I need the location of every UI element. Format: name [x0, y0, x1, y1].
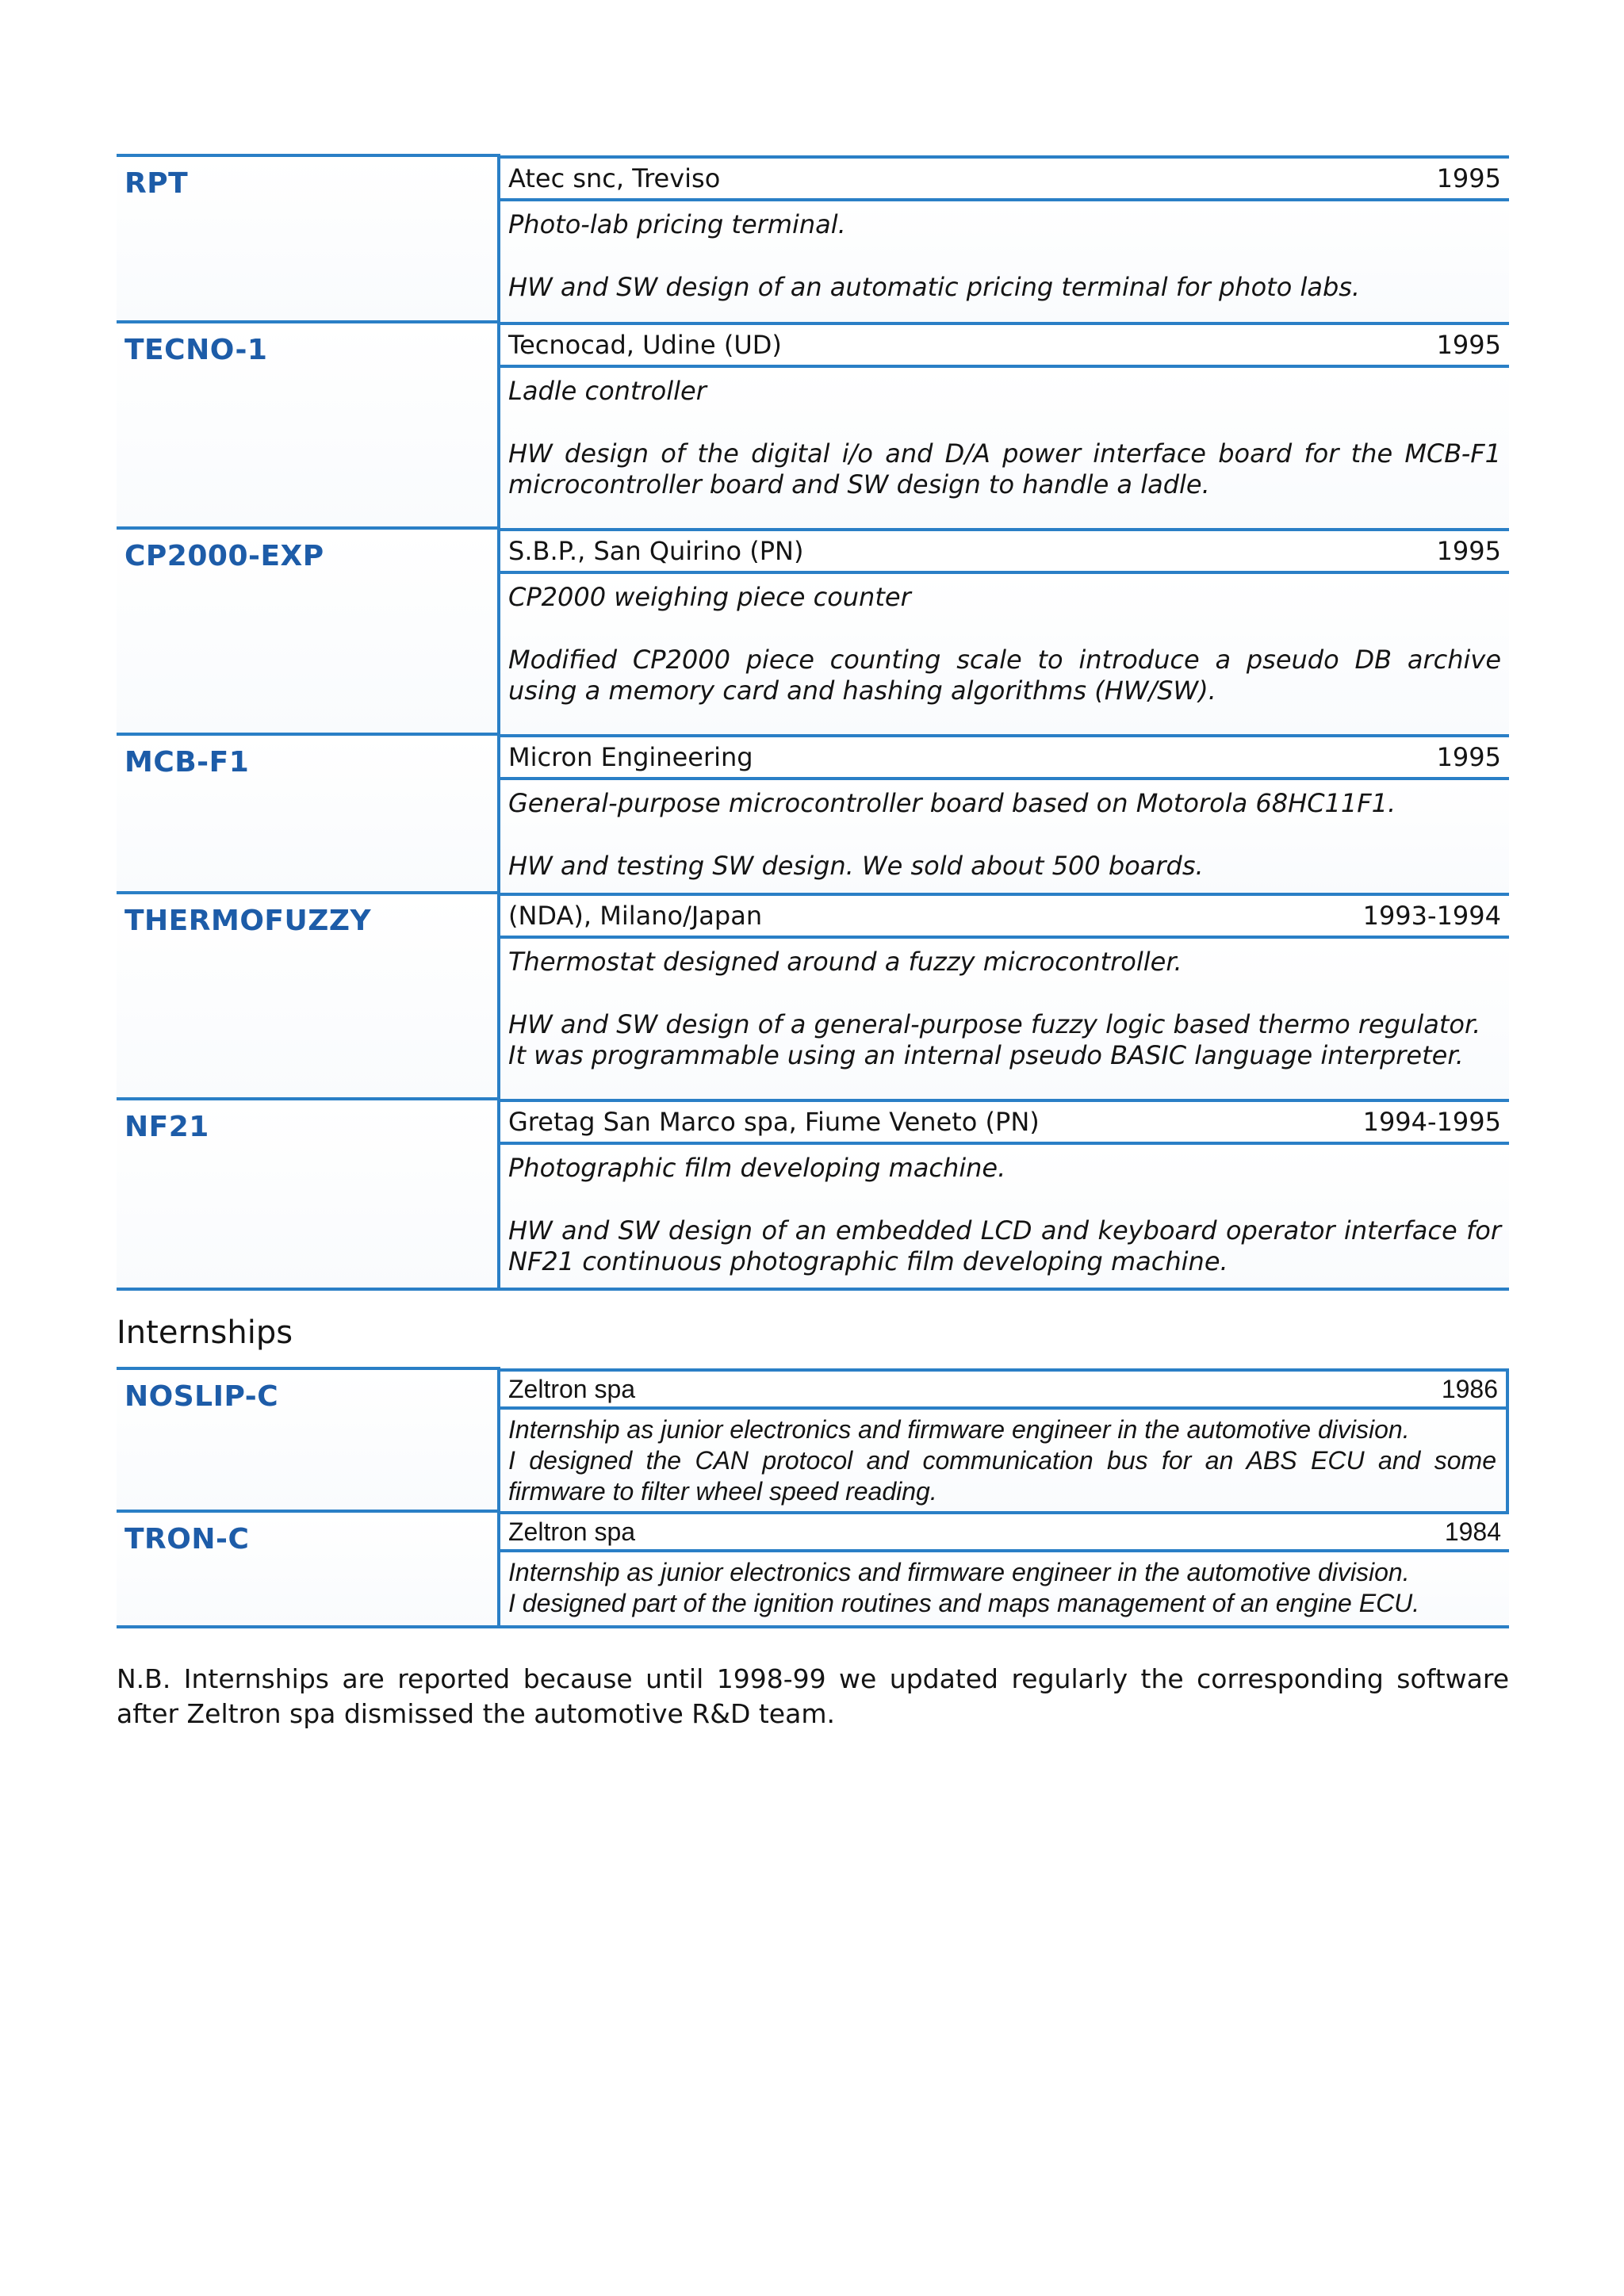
- project-name: NF21: [124, 1111, 209, 1143]
- project-row: [117, 893, 1509, 1099]
- internship-row: [117, 1368, 1509, 1511]
- project-name-cell: [117, 322, 499, 528]
- internship-desc-line: I designed the CAN protocol and communication bus for an ABS ECU and some firmware to filter wheel speed reading.: [508, 1446, 1496, 1506]
- client-name: S.B.P., San Quirino (PN): [508, 536, 804, 566]
- client-name: Zeltron spa: [508, 1517, 636, 1546]
- project-description: [500, 939, 1509, 1099]
- client-row: [500, 155, 1509, 201]
- client-row: [500, 1099, 1509, 1145]
- internship-description: [500, 1410, 1509, 1511]
- internship-name: NOSLIP-C: [124, 1380, 279, 1413]
- cv-page: [117, 154, 1509, 1732]
- project-desc-line: HW design of the digital i/o and D/A power interface board for the MCB-F1 microcontroller board and SW design to handle a ladle.: [508, 438, 1501, 499]
- project-year: 1993-1994: [1362, 901, 1501, 931]
- project-name: TECNO-1: [124, 334, 268, 366]
- projects-table: [117, 154, 1509, 1291]
- project-row: [117, 1099, 1509, 1289]
- project-detail-cell: [499, 155, 1509, 322]
- project-row: [117, 734, 1509, 893]
- internships-heading: Internships: [117, 1314, 293, 1351]
- project-description: [500, 1145, 1509, 1288]
- project-detail-cell: [499, 322, 1509, 528]
- project-name-cell: [117, 893, 499, 1099]
- project-desc-line: It was programmable using an internal pseudo BASIC language interpreter.: [508, 1040, 1464, 1070]
- project-name: RPT: [124, 167, 189, 200]
- project-year: 1995: [1436, 163, 1501, 193]
- project-name-cell: [117, 1099, 499, 1289]
- project-description: [500, 574, 1509, 734]
- client-row: [500, 1368, 1509, 1410]
- internship-year: 1984: [1444, 1517, 1501, 1546]
- project-desc-line: HW and SW design of a general-purpose fuzzy logic based thermo regulator.: [508, 1009, 1481, 1039]
- project-description: [500, 780, 1509, 893]
- internship-desc-line: I designed part of the ignition routines and maps management of an engine ECU.: [508, 1589, 1420, 1617]
- client-name: Atec snc, Treviso: [508, 163, 721, 193]
- internship-name: TRON-C: [124, 1523, 250, 1556]
- client-row: [500, 528, 1509, 574]
- internship-description: [500, 1552, 1509, 1625]
- project-desc-line: HW and SW design of an embedded LCD and keyboard operator interface for NF21 continuous photographic film developing machine.: [508, 1215, 1501, 1276]
- project-year: 1995: [1436, 742, 1501, 772]
- client-name: Zeltron spa: [508, 1374, 636, 1403]
- project-title: CP2000 weighing piece counter: [508, 582, 911, 612]
- project-row: [117, 528, 1509, 734]
- project-row: [117, 322, 1509, 528]
- client-name: Gretag San Marco spa, Fiume Veneto (PN): [508, 1107, 1040, 1137]
- project-year: 1995: [1436, 536, 1501, 566]
- internship-desc-line: Internship as junior electronics and firmware engineer in the automotive division.: [508, 1415, 1410, 1444]
- project-desc-line: HW and SW design of an automatic pricing terminal for photo labs.: [508, 272, 1361, 302]
- project-title: Photographic film developing machine.: [508, 1153, 1006, 1183]
- internship-row: [117, 1511, 1509, 1627]
- project-detail-cell: [499, 893, 1509, 1099]
- project-detail-cell: [499, 734, 1509, 893]
- project-name: MCB-F1: [124, 746, 250, 779]
- project-row: [117, 155, 1509, 322]
- project-desc-line: Modified CP2000 piece counting scale to introduce a pseudo DB archive using a memory card and hashing algorithms (HW/SW).: [508, 645, 1501, 706]
- client-row: [500, 322, 1509, 368]
- client-name: Tecnocad, Udine (UD): [508, 330, 782, 360]
- project-year: 1994-1995: [1362, 1107, 1501, 1137]
- internship-name-cell: [117, 1368, 499, 1511]
- project-description: [500, 368, 1509, 528]
- project-name: CP2000-EXP: [124, 540, 324, 572]
- internship-year: 1986: [1441, 1374, 1498, 1403]
- client-row: [500, 1511, 1509, 1552]
- client-name: Micron Engineering: [508, 742, 753, 772]
- internships-note: N.B. Internships are reported because until 1998-99 we updated regularly the corresponding software after Zeltron spa dismissed the automotive R&D team.: [117, 1663, 1509, 1729]
- client-row: [500, 734, 1509, 780]
- client-row: [500, 893, 1509, 939]
- project-name-cell: [117, 528, 499, 734]
- project-title: Photo-lab pricing terminal.: [508, 209, 846, 239]
- internship-detail-cell: [499, 1368, 1509, 1511]
- project-name-cell: [117, 734, 499, 893]
- client-name: (NDA), Milano/Japan: [508, 901, 763, 931]
- project-year: 1995: [1436, 330, 1501, 360]
- internships-table: [117, 1367, 1509, 1628]
- project-title: Ladle controller: [508, 376, 707, 406]
- project-description: [500, 201, 1509, 322]
- project-name-cell: [117, 155, 499, 322]
- internship-detail-cell: [499, 1511, 1509, 1627]
- project-detail-cell: [499, 1099, 1509, 1289]
- project-title: General-purpose microcontroller board based on Motorola 68HC11F1.: [508, 788, 1396, 818]
- project-desc-line: HW and testing SW design. We sold about 500 boards.: [508, 851, 1204, 881]
- internship-desc-line: Internship as junior electronics and firmware engineer in the automotive division.: [508, 1558, 1410, 1586]
- project-detail-cell: [499, 528, 1509, 734]
- internship-name-cell: [117, 1511, 499, 1627]
- project-name: THERMOFUZZY: [124, 905, 372, 937]
- project-title: Thermostat designed around a fuzzy microcontroller.: [508, 947, 1182, 977]
